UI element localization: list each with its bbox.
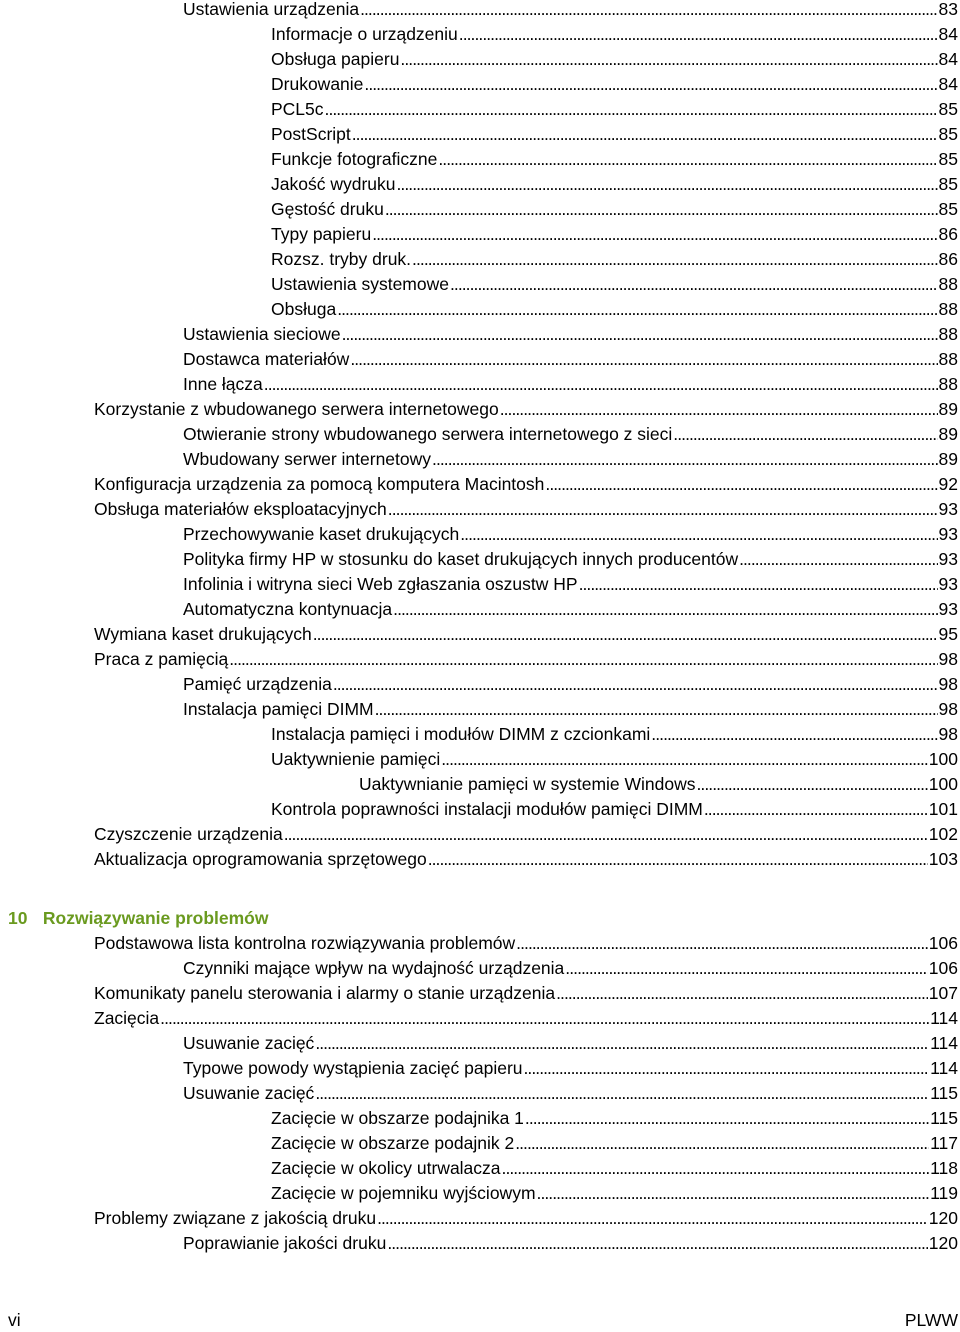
toc-entry[interactable]	[183, 547, 958, 572]
toc-entry-title: Otwieranie strony wbudowanego serwera internetowego z sieci	[183, 424, 673, 444]
dot-leader	[388, 497, 938, 522]
toc-entry[interactable]	[183, 522, 958, 547]
dot-leader	[515, 1131, 929, 1156]
dot-leader	[739, 547, 937, 572]
dot-leader	[412, 247, 937, 272]
dot-leader	[400, 47, 937, 72]
dot-leader	[342, 322, 938, 347]
toc-entry-page: 98	[938, 699, 958, 719]
dot-leader	[502, 1156, 930, 1181]
toc-entry-page: 93	[938, 599, 958, 619]
toc-entry-title: Poprawianie jakości druku	[183, 1233, 387, 1253]
toc-entry-title: Typy papieru	[271, 224, 372, 244]
toc-entry-title: Typowe powody wystąpienia zacięć papieru	[183, 1058, 523, 1078]
chapter-heading[interactable]	[8, 906, 268, 931]
toc-entry-page: 120	[928, 1208, 958, 1228]
dot-leader	[651, 722, 937, 747]
chapter-number: 10	[8, 908, 28, 928]
toc-entry-title: PCL5c	[271, 99, 324, 119]
dot-leader	[229, 647, 937, 672]
toc-entry-page: 115	[930, 1083, 958, 1103]
toc-entry-title: Przechowywanie kaset drukujących	[183, 524, 460, 544]
dot-leader	[438, 147, 937, 172]
toc-entry-title: Kontrola poprawności instalacji modułów pamięci DIMM	[271, 799, 703, 819]
toc-entry-page: 92	[938, 474, 958, 494]
toc-entry[interactable]	[183, 347, 958, 372]
toc-entry-page: 102	[928, 824, 958, 844]
toc-entry[interactable]	[271, 72, 958, 97]
toc-entry-page: 120	[928, 1233, 958, 1253]
toc-entry-title: Instalacja pamięci i modułów DIMM z czcionkami	[271, 724, 651, 744]
toc-entry-page: 88	[938, 374, 958, 394]
toc-entry-title: Obsługa	[271, 299, 337, 319]
dot-leader	[673, 422, 937, 447]
toc-entry[interactable]	[271, 122, 958, 147]
toc-entry[interactable]	[94, 647, 958, 672]
dot-leader	[375, 697, 938, 722]
toc-entry-page: 114	[930, 1058, 958, 1078]
toc-entry-title: Konfiguracja urządzenia za pomocą komputera Macintosh	[94, 474, 545, 494]
toc-entry-page: 89	[938, 399, 958, 419]
toc-entry[interactable]	[271, 797, 958, 822]
dot-leader	[704, 797, 928, 822]
toc-entry-title: Usuwanie zacięć	[183, 1083, 315, 1103]
toc-entry-title: Zacięcie w obszarze podajnik 2	[271, 1133, 515, 1153]
dot-leader	[524, 1056, 930, 1081]
toc-entry-page: 101	[928, 799, 958, 819]
dot-leader	[315, 1081, 929, 1106]
toc-entry[interactable]	[94, 1006, 958, 1031]
dot-leader	[315, 1031, 929, 1056]
toc-entry-title: Instalacja pamięci DIMM	[183, 699, 374, 719]
dot-leader	[579, 572, 938, 597]
toc-entry[interactable]	[94, 931, 958, 956]
toc-entry-title: Polityka firmy HP w stosunku do kaset drukujących innych producentów	[183, 549, 739, 569]
toc-entry[interactable]	[94, 847, 958, 872]
toc-entry[interactable]	[359, 772, 958, 797]
toc-entry[interactable]	[271, 197, 958, 222]
toc-entry[interactable]	[183, 322, 958, 347]
toc-entry[interactable]	[271, 47, 958, 72]
toc-entry[interactable]	[271, 722, 958, 747]
dot-leader	[460, 522, 937, 547]
toc-entry-page: 114	[930, 1008, 958, 1028]
toc-entry[interactable]	[271, 172, 958, 197]
toc-entry-title: Uaktywnianie pamięci w systemie Windows	[359, 774, 696, 794]
toc-entry[interactable]	[271, 747, 958, 772]
dot-leader	[264, 372, 938, 397]
toc-entry-page: 86	[938, 224, 958, 244]
toc-entry-page: 85	[938, 124, 958, 144]
toc-entry[interactable]	[271, 297, 958, 322]
chapter-title: Rozwiązywanie problemów	[42, 908, 269, 928]
toc-entry[interactable]	[183, 1081, 958, 1106]
toc-entry-title: Zacięcie w okolicy utrwalacza	[271, 1158, 501, 1178]
dot-leader	[337, 297, 937, 322]
dot-leader	[313, 622, 938, 647]
toc-entry[interactable]	[183, 697, 958, 722]
toc-entry-page: 88	[938, 349, 958, 369]
dot-leader	[545, 472, 937, 497]
dot-leader	[360, 0, 937, 22]
toc-entry-title: Praca z pamięcią	[94, 649, 229, 669]
toc-entry-title: Rozsz. tryby druk.	[271, 249, 412, 269]
toc-entry[interactable]	[183, 1231, 958, 1256]
toc-entry-page: 117	[930, 1133, 958, 1153]
toc-entry[interactable]	[271, 22, 958, 47]
toc-entry-page: 93	[938, 524, 958, 544]
toc-entry-page: 106	[928, 933, 958, 953]
toc-entry-page: 85	[938, 99, 958, 119]
dot-leader	[284, 822, 928, 847]
toc-entry-page: 118	[930, 1158, 958, 1178]
toc-entry-page: 98	[938, 724, 958, 744]
toc-entry-title: Usuwanie zacięć	[183, 1033, 315, 1053]
toc-entry[interactable]	[271, 1131, 958, 1156]
toc-entry-page: 85	[938, 174, 958, 194]
toc-entry-title: Problemy związane z jakością druku	[94, 1208, 377, 1228]
dot-leader	[516, 931, 928, 956]
toc-entry[interactable]	[183, 1031, 958, 1056]
toc-entry-page: 84	[938, 74, 958, 94]
toc-entry[interactable]	[183, 956, 958, 981]
toc-entry-title: Wymiana kaset drukujących	[94, 624, 312, 644]
toc-entry-title: Inne łącza	[183, 374, 263, 394]
toc-entry-page: 114	[930, 1033, 958, 1053]
dot-leader	[385, 197, 938, 222]
toc-entry-title: Zacięcia	[94, 1008, 160, 1028]
dot-leader	[432, 447, 938, 472]
toc-entry[interactable]	[94, 472, 958, 497]
toc-entry-page: 106	[928, 958, 958, 978]
dot-leader	[441, 747, 928, 772]
toc-entry[interactable]	[271, 1156, 958, 1181]
toc-entry[interactable]	[271, 147, 958, 172]
toc-entry[interactable]	[271, 222, 958, 247]
toc-entry-title: Podstawowa lista kontrolna rozwiązywania problemów	[94, 933, 516, 953]
dot-leader	[372, 222, 937, 247]
dot-leader	[352, 122, 938, 147]
toc-entry[interactable]	[94, 822, 958, 847]
toc-entry-title: Dostawca materiałów	[183, 349, 350, 369]
dot-leader	[325, 97, 938, 122]
toc-entry[interactable]	[94, 622, 958, 647]
toc-entry-title: Korzystanie z wbudowanego serwera internetowego	[94, 399, 499, 419]
toc-entry-title: Ustawienia urządzenia	[183, 0, 360, 19]
toc-entry-title: Automatyczna kontynuacja	[183, 599, 393, 619]
dot-leader	[565, 956, 928, 981]
dot-leader	[350, 347, 937, 372]
toc-entry[interactable]	[183, 0, 958, 22]
toc-entry[interactable]	[94, 497, 958, 522]
toc-entry-title: Funkcje fotograficzne	[271, 149, 438, 169]
toc-entry-page: 89	[938, 424, 958, 444]
toc-entry-page: 98	[938, 649, 958, 669]
dot-leader	[500, 397, 938, 422]
toc-entry-title: Obsługa papieru	[271, 49, 400, 69]
toc-entry[interactable]	[94, 397, 958, 422]
dot-leader	[450, 272, 938, 297]
toc-entry[interactable]	[183, 597, 958, 622]
toc-entry-title: Ustawienia systemowe	[271, 274, 449, 294]
toc-entry-title: Wbudowany serwer internetowy	[183, 449, 432, 469]
toc-entry-page: 83	[938, 0, 958, 19]
toc-entry-title: Zacięcie w pojemniku wyjściowym	[271, 1183, 536, 1203]
dot-leader	[364, 72, 937, 97]
toc-entry-page: 95	[938, 624, 958, 644]
toc-entry[interactable]	[271, 1106, 958, 1131]
toc-entry[interactable]	[183, 1056, 958, 1081]
toc-entry-title: Informacje o urządzeniu	[271, 24, 458, 44]
toc-entry-title: Obsługa materiałów eksploatacyjnych	[94, 499, 387, 519]
toc-entry-page: 100	[928, 749, 958, 769]
dot-leader	[556, 981, 928, 1006]
toc-entry-title: Komunikaty panelu sterowania i alarmy o stanie urządzenia	[94, 983, 556, 1003]
dot-leader	[387, 1231, 927, 1256]
toc-entry[interactable]	[271, 272, 958, 297]
toc-entry-page: 107	[928, 983, 958, 1003]
toc-entry-title: Pamięć urządzenia	[183, 674, 332, 694]
toc-entry-page: 103	[928, 849, 958, 869]
toc-entry[interactable]	[94, 1206, 958, 1231]
toc-entry-page: 86	[938, 249, 958, 269]
toc-entry-title: Ustawienia sieciowe	[183, 324, 341, 344]
toc-entry-title: Aktualizacja oprogramowania sprzętowego	[94, 849, 427, 869]
toc-entry-page: 93	[938, 549, 958, 569]
toc-entry[interactable]	[183, 422, 958, 447]
dot-leader	[377, 1206, 928, 1231]
toc-entry-page: 88	[938, 299, 958, 319]
dot-leader	[537, 1181, 930, 1206]
toc-entry-page: 85	[938, 149, 958, 169]
toc-entry-page: 100	[928, 774, 958, 794]
dot-leader	[459, 22, 938, 47]
toc-entry-title: Drukowanie	[271, 74, 364, 94]
toc-entry-page: 119	[930, 1183, 958, 1203]
toc-entry[interactable]	[183, 372, 958, 397]
toc-entry-page: 89	[938, 449, 958, 469]
toc-entry-title: Czyszczenie urządzenia	[94, 824, 283, 844]
toc-entry[interactable]	[94, 981, 958, 1006]
toc-entry-title: Gęstość druku	[271, 199, 384, 219]
dot-leader	[525, 1106, 929, 1131]
toc-entry-title: Zacięcie w obszarze podajnika 1	[271, 1108, 524, 1128]
toc-entry[interactable]	[183, 447, 958, 472]
toc-entry-page: 88	[938, 324, 958, 344]
toc-entry-page: 93	[938, 499, 958, 519]
dot-leader	[333, 672, 938, 697]
toc-entry-page: 88	[938, 274, 958, 294]
toc-entry-title: PostScript	[271, 124, 351, 144]
toc-entry-page: 98	[938, 674, 958, 694]
page-number: vi	[8, 1310, 21, 1330]
dot-leader	[397, 172, 938, 197]
toc-entry[interactable]	[271, 97, 958, 122]
toc-entry-page: 115	[930, 1108, 958, 1128]
toc-entry[interactable]	[271, 247, 958, 272]
dot-leader	[428, 847, 928, 872]
dot-leader	[393, 597, 937, 622]
toc-entry-title: Jakość wydruku	[271, 174, 396, 194]
toc-entry[interactable]	[271, 1181, 958, 1206]
toc-entry-page: 84	[938, 49, 958, 69]
toc-entry-page: 84	[938, 24, 958, 44]
toc-entry-page: 93	[938, 574, 958, 594]
toc-entry-title: Uaktywnienie pamięci	[271, 749, 441, 769]
dot-leader	[697, 772, 928, 797]
document-code: PLWW	[904, 1310, 958, 1330]
toc-entry-page: 85	[938, 199, 958, 219]
toc-entry-title: Czynniki mające wpływ na wydajność urządzenia	[183, 958, 565, 978]
dot-leader	[160, 1006, 929, 1031]
toc-entry[interactable]	[183, 672, 958, 697]
toc-entry-title: Infolinia i witryna sieci Web zgłaszania oszustw HP	[183, 574, 578, 594]
toc-entry[interactable]	[183, 572, 958, 597]
